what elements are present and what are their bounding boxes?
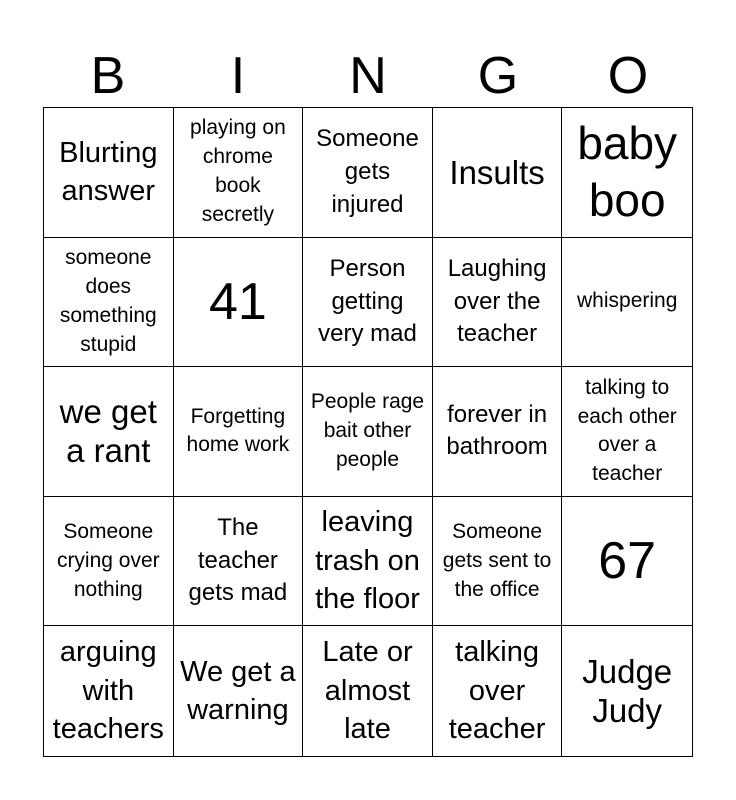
header-letter-b: B [90,47,126,105]
bingo-cell[interactable] [174,626,304,756]
header-letter-n: N [349,47,387,105]
bingo-cell[interactable] [174,108,304,238]
cell-text: 41 [208,272,267,331]
bingo-cell[interactable] [44,108,174,238]
cell-text: We get a warning [180,655,296,727]
cell-text: arguing with teachers [52,636,164,746]
bingo-cell[interactable] [303,626,433,756]
bingo-board [43,107,693,757]
cell-text: Someone gets injured [316,125,419,218]
bingo-cell[interactable] [303,238,433,368]
bingo-cell[interactable] [562,238,692,368]
bingo-cell[interactable] [44,367,174,497]
bingo-cell[interactable] [44,626,174,756]
cell-text: Forgetting home work [186,404,290,457]
cell-text: forever in bathroom [446,400,548,461]
cell-text: talking over teacher [448,636,546,746]
bingo-cell[interactable] [174,238,304,368]
bingo-cell[interactable] [174,497,304,627]
cell-text: The teacher gets mad [188,514,288,607]
bingo-cell[interactable] [562,367,692,497]
cell-text: someone does something stupid [59,245,157,356]
header-letter-i: I [230,47,246,105]
bingo-cell[interactable] [433,497,563,627]
cell-text: People rage bait other people [310,390,425,471]
cell-text: Person getting very mad [318,254,417,348]
bingo-header [43,44,693,108]
bingo-cell[interactable] [44,238,174,368]
cell-text: Someone gets sent to the office [442,519,552,601]
bingo-cell[interactable] [562,497,692,627]
cell-text: Insults [449,153,545,191]
cell-text: Judge Judy [582,652,673,730]
bingo-cell[interactable] [433,108,563,238]
bingo-cell[interactable] [562,108,692,238]
cell-text: baby boo [577,116,678,227]
cell-text: Blurting answer [59,136,158,208]
bingo-cell[interactable] [174,367,304,497]
cell-text: Late or almost late [322,636,413,746]
cell-text: Laughing over the teacher [447,254,547,348]
header-letter-g: G [477,47,519,105]
bingo-cell[interactable] [303,497,433,627]
bingo-cell[interactable] [433,626,563,756]
header-letter-o: O [607,47,649,105]
bingo-cell[interactable] [303,108,433,238]
cell-text: 67 [598,532,657,591]
cell-text: Someone crying over nothing [56,519,160,601]
bingo-cell[interactable] [562,626,692,756]
cell-text: playing on chrome book secretly [190,116,286,227]
cell-text: talking to each other over a teacher [577,375,677,486]
cell-text: we get a rant [59,392,157,470]
cell-text: whispering [577,289,678,313]
cell-text: leaving trash on the floor [315,506,420,616]
bingo-cell[interactable] [433,238,563,368]
bingo-cell[interactable] [433,367,563,497]
bingo-cell[interactable] [303,367,433,497]
bingo-cell[interactable] [44,497,174,627]
